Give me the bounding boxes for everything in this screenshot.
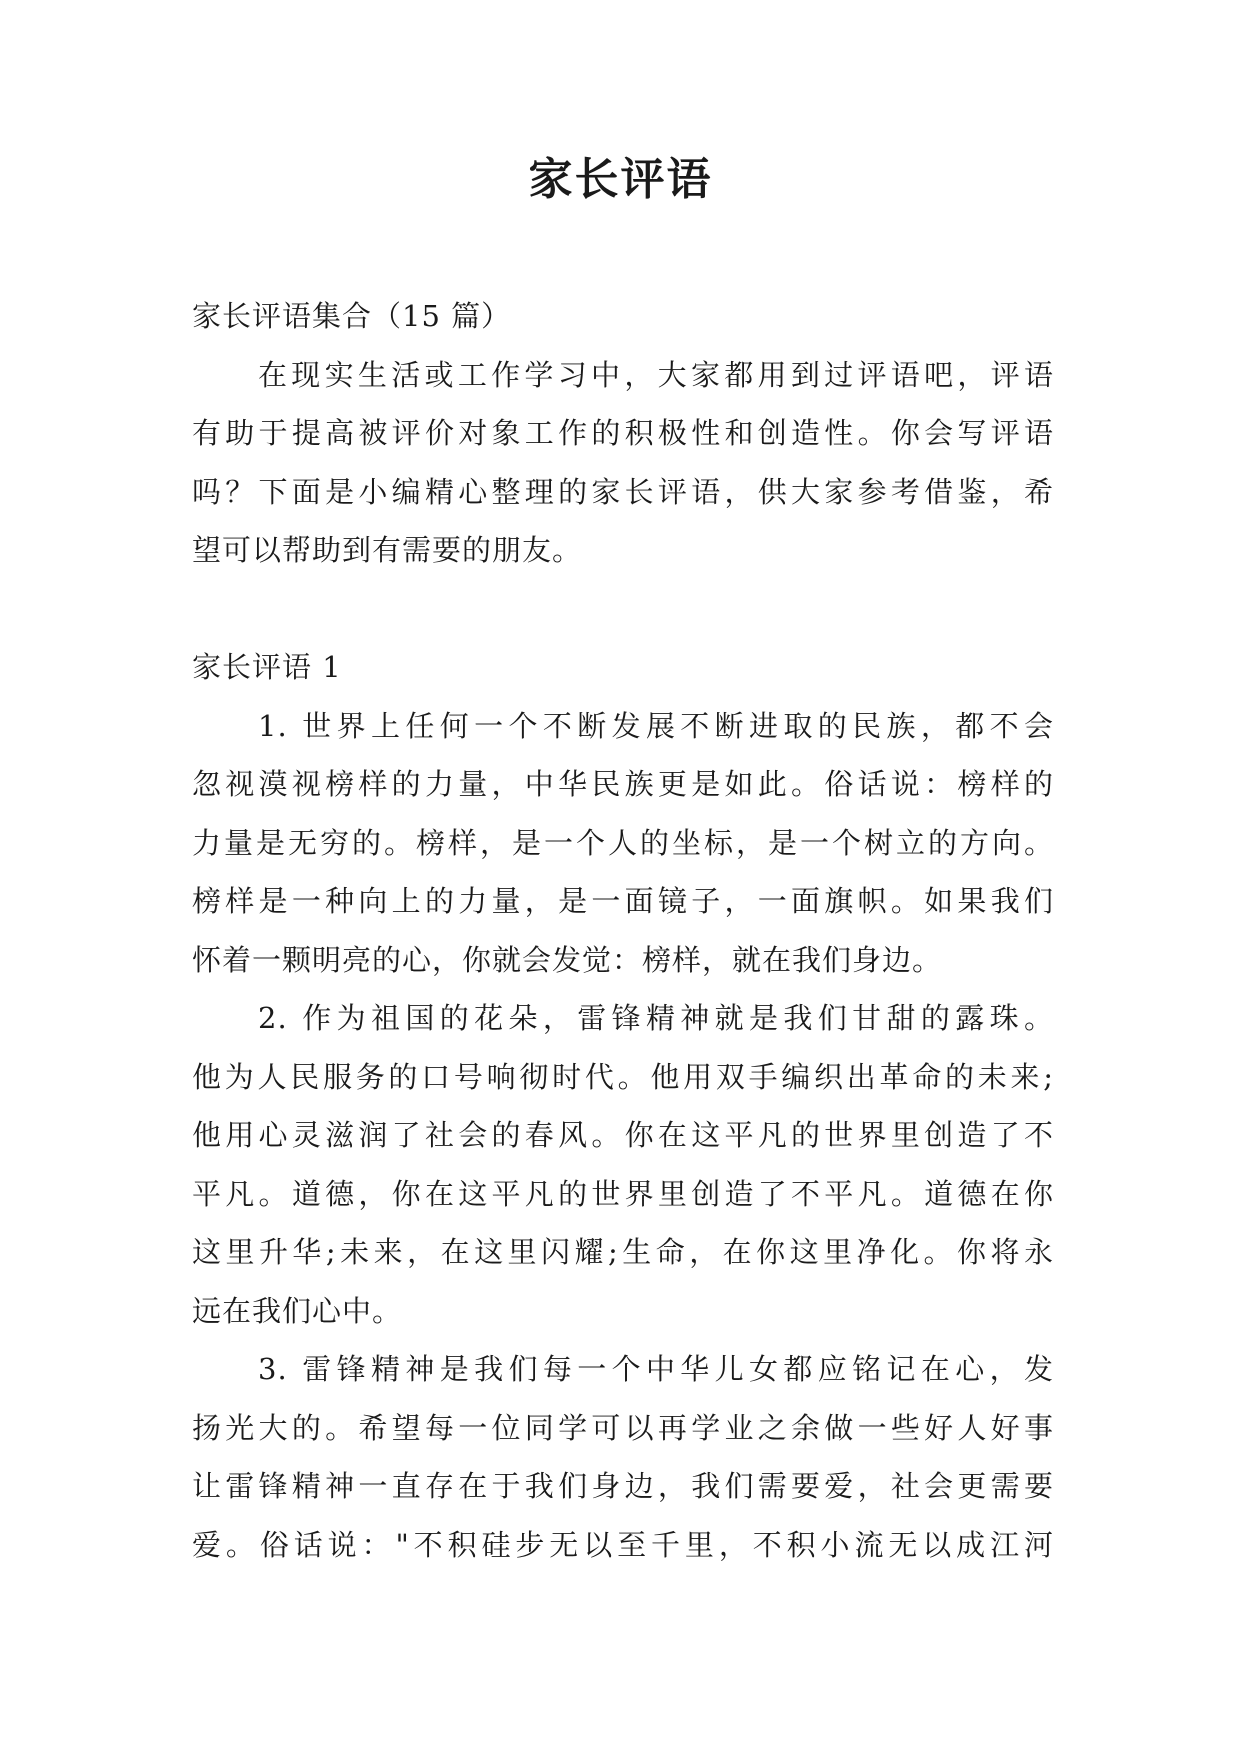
paragraph-line: 远在我们心中。 [192,1293,403,1328]
comment-item-1 [192,697,1054,990]
paragraph-line: 怀着一颗明亮的心，你就会发觉：榜样，就在我们身边。 [192,942,943,977]
paragraph-line: 望可以帮助到有需要的朋友。 [192,533,583,567]
collection-subtitle: 家长评语集合（15 篇） [192,299,512,333]
paragraph-line: 力量是无穷的。榜样，是一个人的坐标，是一个树立的方向。 [192,825,1054,860]
comment-item-2 [192,989,1054,1340]
document-body [192,287,1054,1574]
paragraph-spacer [192,580,1054,639]
paragraph-line: 他用心灵滋润了社会的春风。你在这平凡的世界里创造了不 [192,1118,1054,1152]
paragraph-line: 爱。俗话说："不积硅步无以至千里，不积小流无以成江河 [192,1527,1054,1562]
paragraph-line: 他为人民服务的口号响彻时代。他用双手编织出革命的未来; [192,1059,1054,1094]
paragraph-line: 平凡。道德，你在这平凡的世界里创造了不平凡。道德在你 [192,1176,1054,1211]
paragraph-line: 在现实生活或工作学习中，大家都用到过评语吧，评语 [258,357,1054,392]
paragraph-line: 1. 世界上任何一个不断发展不断进取的民族，都不会 [258,708,1054,743]
paragraph-line: 让雷锋精神一直存在于我们身边，我们需要爱，社会更需要 [192,1469,1054,1503]
intro-paragraph [192,346,1054,580]
comment-item-3 [192,1340,1054,1574]
paragraph-line: 忽视漠视榜样的力量，中华民族更是如此。俗话说：榜样的 [192,767,1054,801]
paragraph-line: 这里升华;未来，在这里闪耀;生命，在你这里净化。你将永 [192,1235,1054,1269]
section-heading: 家长评语 1 [192,650,342,684]
paragraph-line: 3. 雷锋精神是我们每一个中华儿女都应铭记在心，发 [258,1352,1054,1386]
paragraph-line: 榜样是一种向上的力量，是一面镜子，一面旗帜。如果我们 [192,884,1054,918]
paragraph-line: 扬光大的。希望每一位同学可以再学业之余做一些好人好事 [192,1410,1054,1445]
paragraph-line: 2. 作为祖国的花朵，雷锋精神就是我们甘甜的露珠。 [258,1001,1054,1035]
document-title: 家长评语 [528,154,713,205]
paragraph-line: 有助于提高被评价对象工作的积极性和创造性。你会写评语 [192,416,1054,450]
paragraph-line: 吗？下面是小编精心整理的家长评语，供大家参考借鉴，希 [192,474,1054,509]
